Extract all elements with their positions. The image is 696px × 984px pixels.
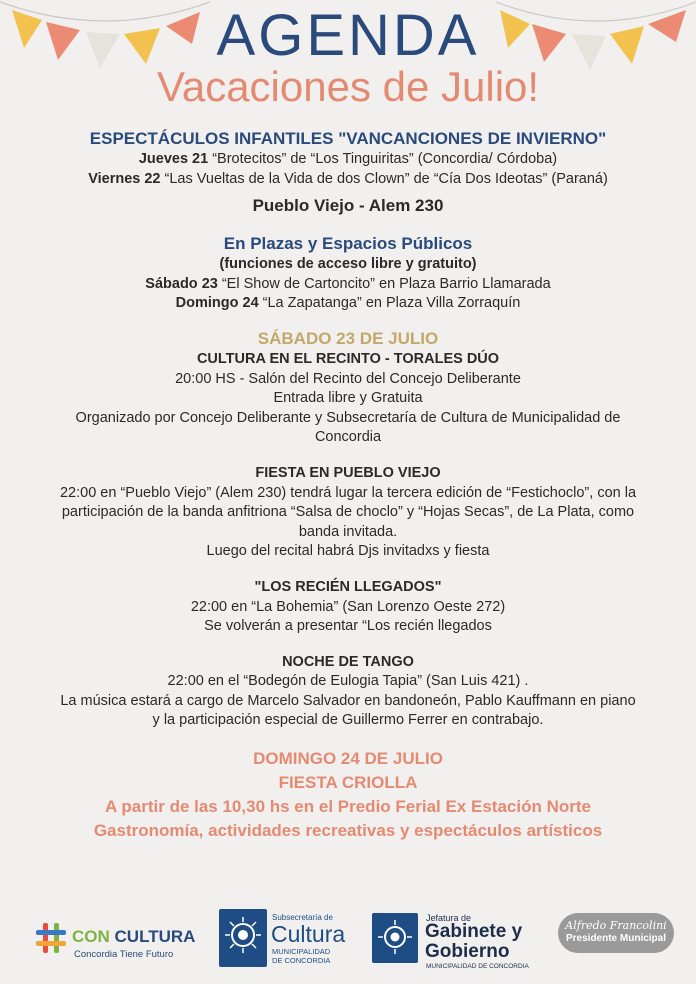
cultura-logo-sub: Subsecretaría de bbox=[272, 913, 333, 922]
concultura-tagline: Concordia Tiene Futuro bbox=[74, 949, 174, 960]
cultura-logo-main: Cultura bbox=[271, 921, 346, 947]
gabinete-logo-muni: MUNICIPALIDAD DE CONCORDIA bbox=[426, 963, 529, 970]
event-detail: Se volverán a presentar “Los recién llegados bbox=[204, 618, 492, 635]
event-detail: Entrada libre y Gratuita bbox=[273, 390, 423, 407]
event-day: Jueves 21 bbox=[138, 151, 209, 167]
venue-label: Pueblo Viejo - Alem 230 bbox=[252, 196, 444, 216]
event-line bbox=[20, 150, 676, 170]
concultura-wordmark bbox=[72, 927, 195, 947]
event-line bbox=[20, 294, 676, 314]
hashtag-icon bbox=[34, 921, 68, 955]
event-detail: 22:00 en el “Bodegón de Eulogia Tapia” (San Luis 421) . bbox=[167, 673, 529, 690]
event-detail: A partir de las 10,30 hs en el Predio Ferial Ex Estación Norte bbox=[105, 797, 591, 817]
gabinete-logo-sub: Jefatura de bbox=[426, 913, 472, 923]
section-subheading-fiesta-criolla: FIESTA CRIOLLA bbox=[278, 773, 418, 793]
event-detail: y la participación especial de Guillermo Ferrer en contrabajo. bbox=[152, 712, 544, 729]
section-heading-sabado: SÁBADO 23 DE JULIO bbox=[257, 328, 439, 348]
event-detail: participación de la banda anfitriona “Salsa de choclo” y “Hojas Secas”, de La Plata, como bbox=[61, 504, 635, 521]
concultura-cultura: CULTURA bbox=[114, 927, 196, 946]
event-text: “El Show de Cartoncito” en Plaza Barrio Llamarada bbox=[217, 275, 551, 292]
badge-name: Alfredo Francolini bbox=[565, 919, 667, 932]
page-title: AGENDA bbox=[216, 3, 480, 68]
gabinete-logo-main-line2: Gobierno bbox=[425, 941, 510, 962]
cultura-logo-muni-line2: DE CONCORDIA bbox=[272, 956, 331, 965]
footer-logos bbox=[0, 905, 696, 975]
event-text: “Las Vueltas de la Vida de dos Clown” de “Cía Dos Ideotas” (Paraná) bbox=[160, 170, 608, 187]
event-text: “Brotecitos” de “Los Tinguiritas” (Concordia/ Córdoba) bbox=[208, 151, 558, 167]
presidente-municipal-badge bbox=[558, 913, 674, 953]
concultura-con: CON bbox=[72, 927, 110, 946]
gabinete-logo-main-line1: Gabinete y bbox=[425, 921, 523, 942]
gabinete-logo-main bbox=[425, 922, 522, 962]
section-heading-infantiles: ESPECTÁCULOS INFANTILES "VANCANCIONES DE INVIERNO" bbox=[89, 129, 607, 148]
event-title: NOCHE DE TANGO bbox=[282, 653, 414, 670]
concultura-logo bbox=[34, 921, 194, 965]
event-detail: banda invitada. bbox=[298, 523, 398, 540]
page-subtitle: Vacaciones de Julio! bbox=[156, 63, 540, 110]
event-detail: Luego del recital habrá Djs invitadxs y fiesta bbox=[206, 543, 490, 560]
event-detail: 22:00 en “Pueblo Viejo” (Alem 230) tendrá lugar la tercera edición de “Festichoclo”, con la bbox=[59, 484, 637, 501]
event-detail: 20:00 HS - Salón del Recinto del Concejo Deliberante bbox=[175, 370, 521, 387]
subsecretaria-cultura-logo bbox=[219, 909, 349, 969]
event-detail: Organizado por Concejo Deliberante y Subsecretaría de Cultura de Municipalidad de bbox=[75, 409, 621, 426]
jefatura-gabinete-logo bbox=[372, 913, 542, 969]
badge-role: Presidente Municipal bbox=[565, 933, 667, 944]
municipal-shield-icon bbox=[372, 913, 418, 963]
event-day: Sábado 23 bbox=[145, 275, 218, 292]
event-detail: 22:00 en “La Bohemia” (San Lorenzo Oeste 272) bbox=[190, 598, 506, 615]
section-heading-plazas: En Plazas y Espacios Públicos bbox=[223, 234, 473, 254]
section-note: (funciones de acceso libre y gratuito) bbox=[219, 256, 477, 273]
event-line bbox=[20, 170, 676, 190]
event-detail: La música estará a cargo de Marcelo Salvador en bandoneón, Pablo Kauffmann en piano bbox=[60, 692, 636, 709]
event-title: "LOS RECIÉN LLEGADOS" bbox=[254, 578, 442, 595]
section-heading-domingo: DOMINGO 24 DE JULIO bbox=[253, 749, 443, 769]
event-title: CULTURA EN EL RECINTO - TORALES DÚO bbox=[196, 350, 500, 367]
event-day: Domingo 24 bbox=[175, 295, 259, 312]
municipal-shield-icon bbox=[219, 909, 267, 967]
event-detail: Gastronomía, actividades recreativas y espectáculos artísticos bbox=[93, 821, 603, 841]
event-line bbox=[20, 275, 676, 295]
event-day: Viernes 22 bbox=[88, 170, 161, 187]
cultura-logo-muni-line1: MUNICIPALIDAD bbox=[272, 947, 331, 956]
agenda-content bbox=[20, 128, 676, 843]
event-title: FIESTA EN PUEBLO VIEJO bbox=[255, 464, 441, 481]
event-text: “La Zapatanga” en Plaza Villa Zorraquín bbox=[258, 295, 521, 312]
event-detail: Concordia bbox=[314, 429, 382, 446]
cultura-logo-muni bbox=[272, 947, 330, 965]
